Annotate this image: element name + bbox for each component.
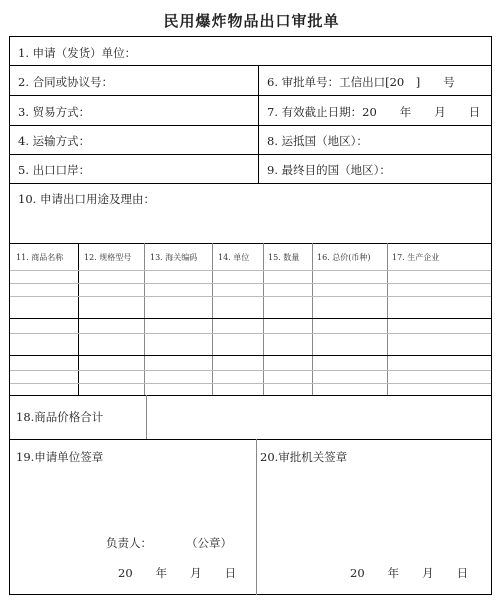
table-column-line — [312, 243, 313, 395]
applicant-label: 1. 申请（发货）单位： — [18, 46, 137, 60]
official-seal-label: （公章） — [186, 536, 232, 550]
column-divider — [256, 439, 257, 595]
header-manufacturer: 17. 生产企业 — [392, 253, 440, 262]
header-product-name: 11. 商品名称 — [16, 253, 64, 262]
applicant-date-label: 20 年 月 日 — [118, 566, 237, 580]
column-divider — [258, 65, 259, 183]
applicant-signature-label: 19.申请单位签章 — [16, 450, 104, 464]
table-row — [10, 283, 491, 284]
divider — [10, 183, 491, 184]
expiry-date-label: 7. 有效截止日期：20 年 月 日 — [267, 105, 481, 119]
table-row — [10, 355, 491, 356]
approver-signature-label: 20.审批机关签章 — [260, 450, 348, 464]
approval-number-label: 6. 审批单号：工信出口[20 ] 号 — [267, 75, 455, 89]
table-column-line — [263, 243, 264, 395]
trade-mode-label: 3. 贸易方式： — [18, 105, 91, 119]
header-total-price: 16. 总价(币种) — [317, 253, 371, 262]
table-row — [10, 333, 491, 334]
divider — [10, 395, 491, 396]
table-row — [10, 370, 491, 371]
table-column-line — [144, 243, 145, 395]
table-column-line — [387, 243, 388, 395]
transport-mode-label: 4. 运输方式： — [18, 134, 91, 148]
responsible-person-label: 负责人： — [106, 536, 152, 550]
header-customs-code: 13. 海关编码 — [150, 253, 198, 262]
divider — [10, 95, 491, 96]
divider — [10, 439, 491, 440]
header-spec-model: 12. 规格型号 — [84, 253, 132, 262]
form-title: 民用爆炸物品出口审批单 — [163, 12, 340, 30]
purpose-label: 10. 申请出口用途及理由： — [18, 192, 155, 206]
destination-label: 8. 运抵国（地区）： — [267, 134, 368, 148]
table-row — [10, 270, 491, 271]
table-row — [10, 318, 491, 319]
contract-number-label: 2. 合同或协议号： — [18, 75, 114, 89]
header-unit: 14. 单位 — [218, 253, 250, 262]
final-destination-label: 9. 最终目的国（地区）： — [267, 163, 391, 177]
approval-form — [9, 36, 492, 595]
approver-date-label: 20 年 月 日 — [350, 566, 469, 580]
table-row — [10, 383, 491, 384]
table-column-line — [78, 243, 79, 395]
table-row — [10, 296, 491, 297]
export-port-label: 5. 出口口岸： — [18, 163, 91, 177]
divider — [10, 125, 491, 126]
total-price-label: 18.商品价格合计 — [16, 410, 104, 424]
divider — [10, 65, 491, 66]
divider — [10, 243, 491, 244]
column-divider — [146, 395, 147, 439]
header-quantity: 15. 数量 — [268, 253, 300, 262]
table-column-line — [212, 243, 213, 395]
divider — [10, 154, 491, 155]
